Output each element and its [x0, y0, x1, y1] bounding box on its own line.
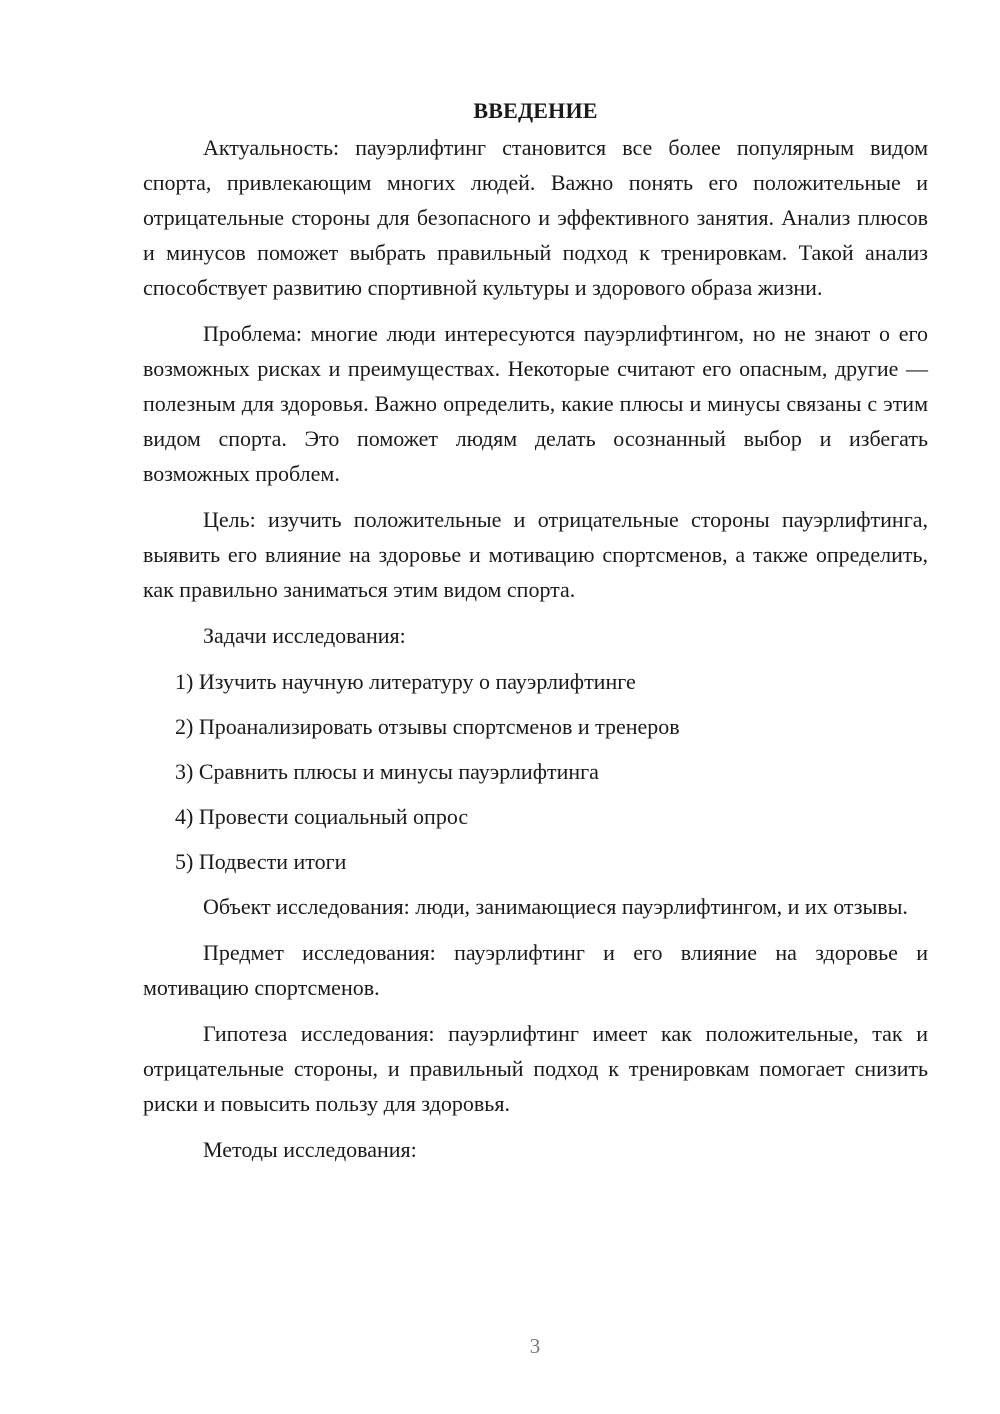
paragraph-object: Объект исследования: люди, занимающиеся пауэрлифтингом, и их отзывы.	[203, 894, 908, 919]
paragraph-tasks-heading: Задачи исследования:	[203, 623, 406, 648]
list-item: 3) Сравнить плюсы и минусы пауэрлифтинга	[175, 759, 599, 784]
paragraph-relevance: Актуальность: пауэрлифтинг становится все более популярным видом спорта, привлекающим многих людей. Важно понять его положительные и отрицательные стороны для безопасного и эффективного занятия. Анализ плюсов и минусов поможет выбрать правильный подход к тренировкам. Такой анализ способствует развитию спортивной культуры и здорового образа жизни.	[143, 135, 928, 300]
list-item: 4) Провести социальный опрос	[175, 804, 469, 829]
paragraph-hypothesis: Гипотеза исследования: пауэрлифтинг имеет как положительные, так и отрицательные стороны, и правильный подход к тренировкам помогает снизить риски и повысить пользу для здоровья.	[143, 1021, 928, 1116]
paragraph-goal: Цель: изучить положительные и отрицательные стороны пауэрлифтинга, выявить его влияние на здоровье и мотивацию спортсменов, а также определить, как правильно заниматься этим видом спорта.	[143, 507, 928, 602]
page-title: ВВЕДЕНИЕ	[473, 98, 598, 123]
tasks-list	[143, 664, 928, 879]
list-item: 5) Подвести итоги	[175, 849, 347, 874]
page-number: 3	[529, 1334, 541, 1358]
paragraph-problem: Проблема: многие люди интересуются пауэрлифтингом, но не знают о его возможных рисках и преимуществах. Некоторые считают его опасным, другие — полезным для здоровья. Важно определить, какие плюсы и минусы связаны с этим видом спорта. Это поможет людям делать осознанный выбор и избегать возможных проблем.	[143, 321, 928, 486]
paragraph-methods-heading: Методы исследования:	[203, 1137, 417, 1162]
paragraph-subject: Предмет исследования: пауэрлифтинг и его влияние на здоровье и мотивацию спортсменов.	[143, 940, 928, 1000]
document-page	[143, 96, 928, 1178]
list-item: 2) Проанализировать отзывы спортсменов и тренеров	[175, 714, 680, 739]
list-item: 1) Изучить научную литературу о пауэрлифтинге	[175, 669, 636, 694]
